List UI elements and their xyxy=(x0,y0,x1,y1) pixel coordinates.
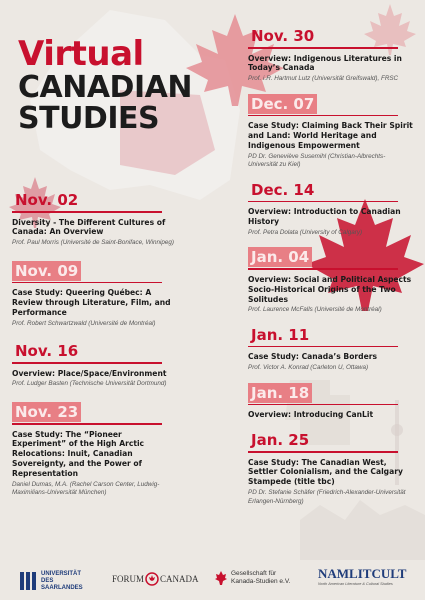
session-speaker: PD Dr. Geneviève Susemihl (Christian-Albrechts-Universität zu Kiel) xyxy=(248,152,386,169)
session-entry xyxy=(12,402,177,498)
divider xyxy=(248,115,398,117)
session-date: Jan. 11 xyxy=(251,325,310,344)
session-topic: Overview: Social and Political Aspects Socio-Historical Origins of the Two Solitudes xyxy=(248,274,412,304)
session-date: Nov. 02 xyxy=(15,191,79,209)
session-entry xyxy=(248,94,413,170)
forum-text: FORUM xyxy=(112,574,145,584)
title-virtual: Virtual xyxy=(18,34,144,74)
namlitcult-subtitle: North American Literature & Cultural Studies xyxy=(318,582,393,586)
session-date: Nov. 16 xyxy=(15,342,79,361)
divider xyxy=(248,346,398,348)
title-studies: STUDIES xyxy=(18,101,160,136)
saarland-university-logo xyxy=(18,570,83,592)
poster-title xyxy=(18,36,192,134)
session-date: Nov. 09 xyxy=(12,261,81,281)
sponsor-logos xyxy=(0,560,425,600)
divider xyxy=(248,201,398,203)
maple-leaf-icon xyxy=(214,570,228,586)
forum-canada-logo xyxy=(112,572,199,586)
session-topic: Overview: Place/Space/Environment xyxy=(12,368,167,378)
divider xyxy=(12,282,162,284)
session-entry xyxy=(12,190,177,248)
session-entry xyxy=(248,325,413,373)
divider xyxy=(248,404,398,406)
saarland-text-2: DES xyxy=(41,577,54,584)
divider xyxy=(12,423,162,425)
divider xyxy=(12,362,162,364)
session-date: Dec. 07 xyxy=(248,94,317,114)
gks-logo xyxy=(214,570,290,586)
divider xyxy=(248,451,398,453)
saarland-text-1: UNIVERSITÄT xyxy=(41,570,82,577)
session-speaker: Prof. Robert Schwartzwald (Université de Montréal) xyxy=(12,319,156,327)
session-date: Nov. 23 xyxy=(12,402,81,422)
schedule-right-column xyxy=(248,26,413,506)
session-date: Dec. 14 xyxy=(251,180,315,199)
namlitcult-text: NAMLITCULT xyxy=(318,566,407,581)
session-entry xyxy=(248,247,413,314)
session-topic: Case Study: Canada’s Borders xyxy=(248,352,378,362)
session-date: Jan. 25 xyxy=(251,431,310,450)
session-topic: Case Study: The “Pioneer Experiment” of the High Arctic Relocations: Inuit, Canadian Sovereignty, and the Power of Representation xyxy=(12,429,145,478)
namlitcult-logo xyxy=(318,566,406,586)
session-date: Nov. 30 xyxy=(251,27,315,45)
session-speaker: Daniel Dumas, M.A. (Rachel Carson Center, Ludwig-Maximilians-Universität München) xyxy=(12,480,160,497)
session-speaker: Prof. Petra Dolata (University of Calgary) xyxy=(248,228,363,236)
session-entry xyxy=(248,430,413,506)
session-speaker: Prof. Victor A. Konrad (Carleton U, Ottawa) xyxy=(248,364,369,372)
session-topic: Case Study: Queering Québec: A Review through Literature, Film, and Performance xyxy=(12,288,171,317)
schedule-left-column xyxy=(12,190,177,498)
university-crest-icon xyxy=(18,570,38,592)
session-topic: Case Study: The Canadian West, Settler Colonialism, and the Calgary Stampede (title tbc) xyxy=(248,457,403,487)
session-speaker: PD Dr. Stefanie Schäfer (Friedrich-Alexander-Universität Erlangen-Nürnberg) xyxy=(248,489,406,505)
session-speaker: Prof. i.R. Hartmut Lutz (Universität Greifswald), FRSC xyxy=(248,75,399,83)
session-entry xyxy=(248,383,413,420)
session-speaker: Prof. Laurence McFalls (Université de Montréal) xyxy=(248,306,382,314)
session-entry xyxy=(12,261,177,328)
session-topic: Overview: Introduction to Canadian History xyxy=(248,207,401,227)
gks-text-1: Gesellschaft für xyxy=(231,570,277,577)
gks-text-2: Kanada-Studien e.V. xyxy=(231,578,291,585)
session-date: Jan. 04 xyxy=(248,247,312,267)
session-entry xyxy=(248,26,413,84)
session-date: Jan. 18 xyxy=(248,383,312,403)
session-speaker: Prof. Paul Morris (Université de Saint-Boniface, Winnipeg) xyxy=(12,239,174,247)
divider xyxy=(248,47,398,49)
session-entry xyxy=(248,180,413,238)
session-topic: Overview: Introducing CanLit xyxy=(248,410,374,420)
divider xyxy=(248,268,398,270)
session-speaker: Prof. Ludger Basten (Technische Universität Dortmund) xyxy=(12,380,167,388)
maple-leaf-icon xyxy=(145,572,159,586)
saarland-text-3: SAARLANDES xyxy=(41,584,83,591)
session-topic: Diversity - The Different Cultures of Canada: An Overview xyxy=(12,217,166,237)
title-canadian: CANADIAN xyxy=(18,70,192,105)
divider xyxy=(12,211,162,213)
session-topic: Case Study: Claiming Back Their Spirit and Land: World Heritage and Indigenous Empowerment xyxy=(248,121,413,150)
session-entry xyxy=(12,341,177,389)
canada-text: CANADA xyxy=(160,574,199,584)
session-topic: Overview: Indigenous Literatures in Today’s Canada xyxy=(248,53,402,73)
